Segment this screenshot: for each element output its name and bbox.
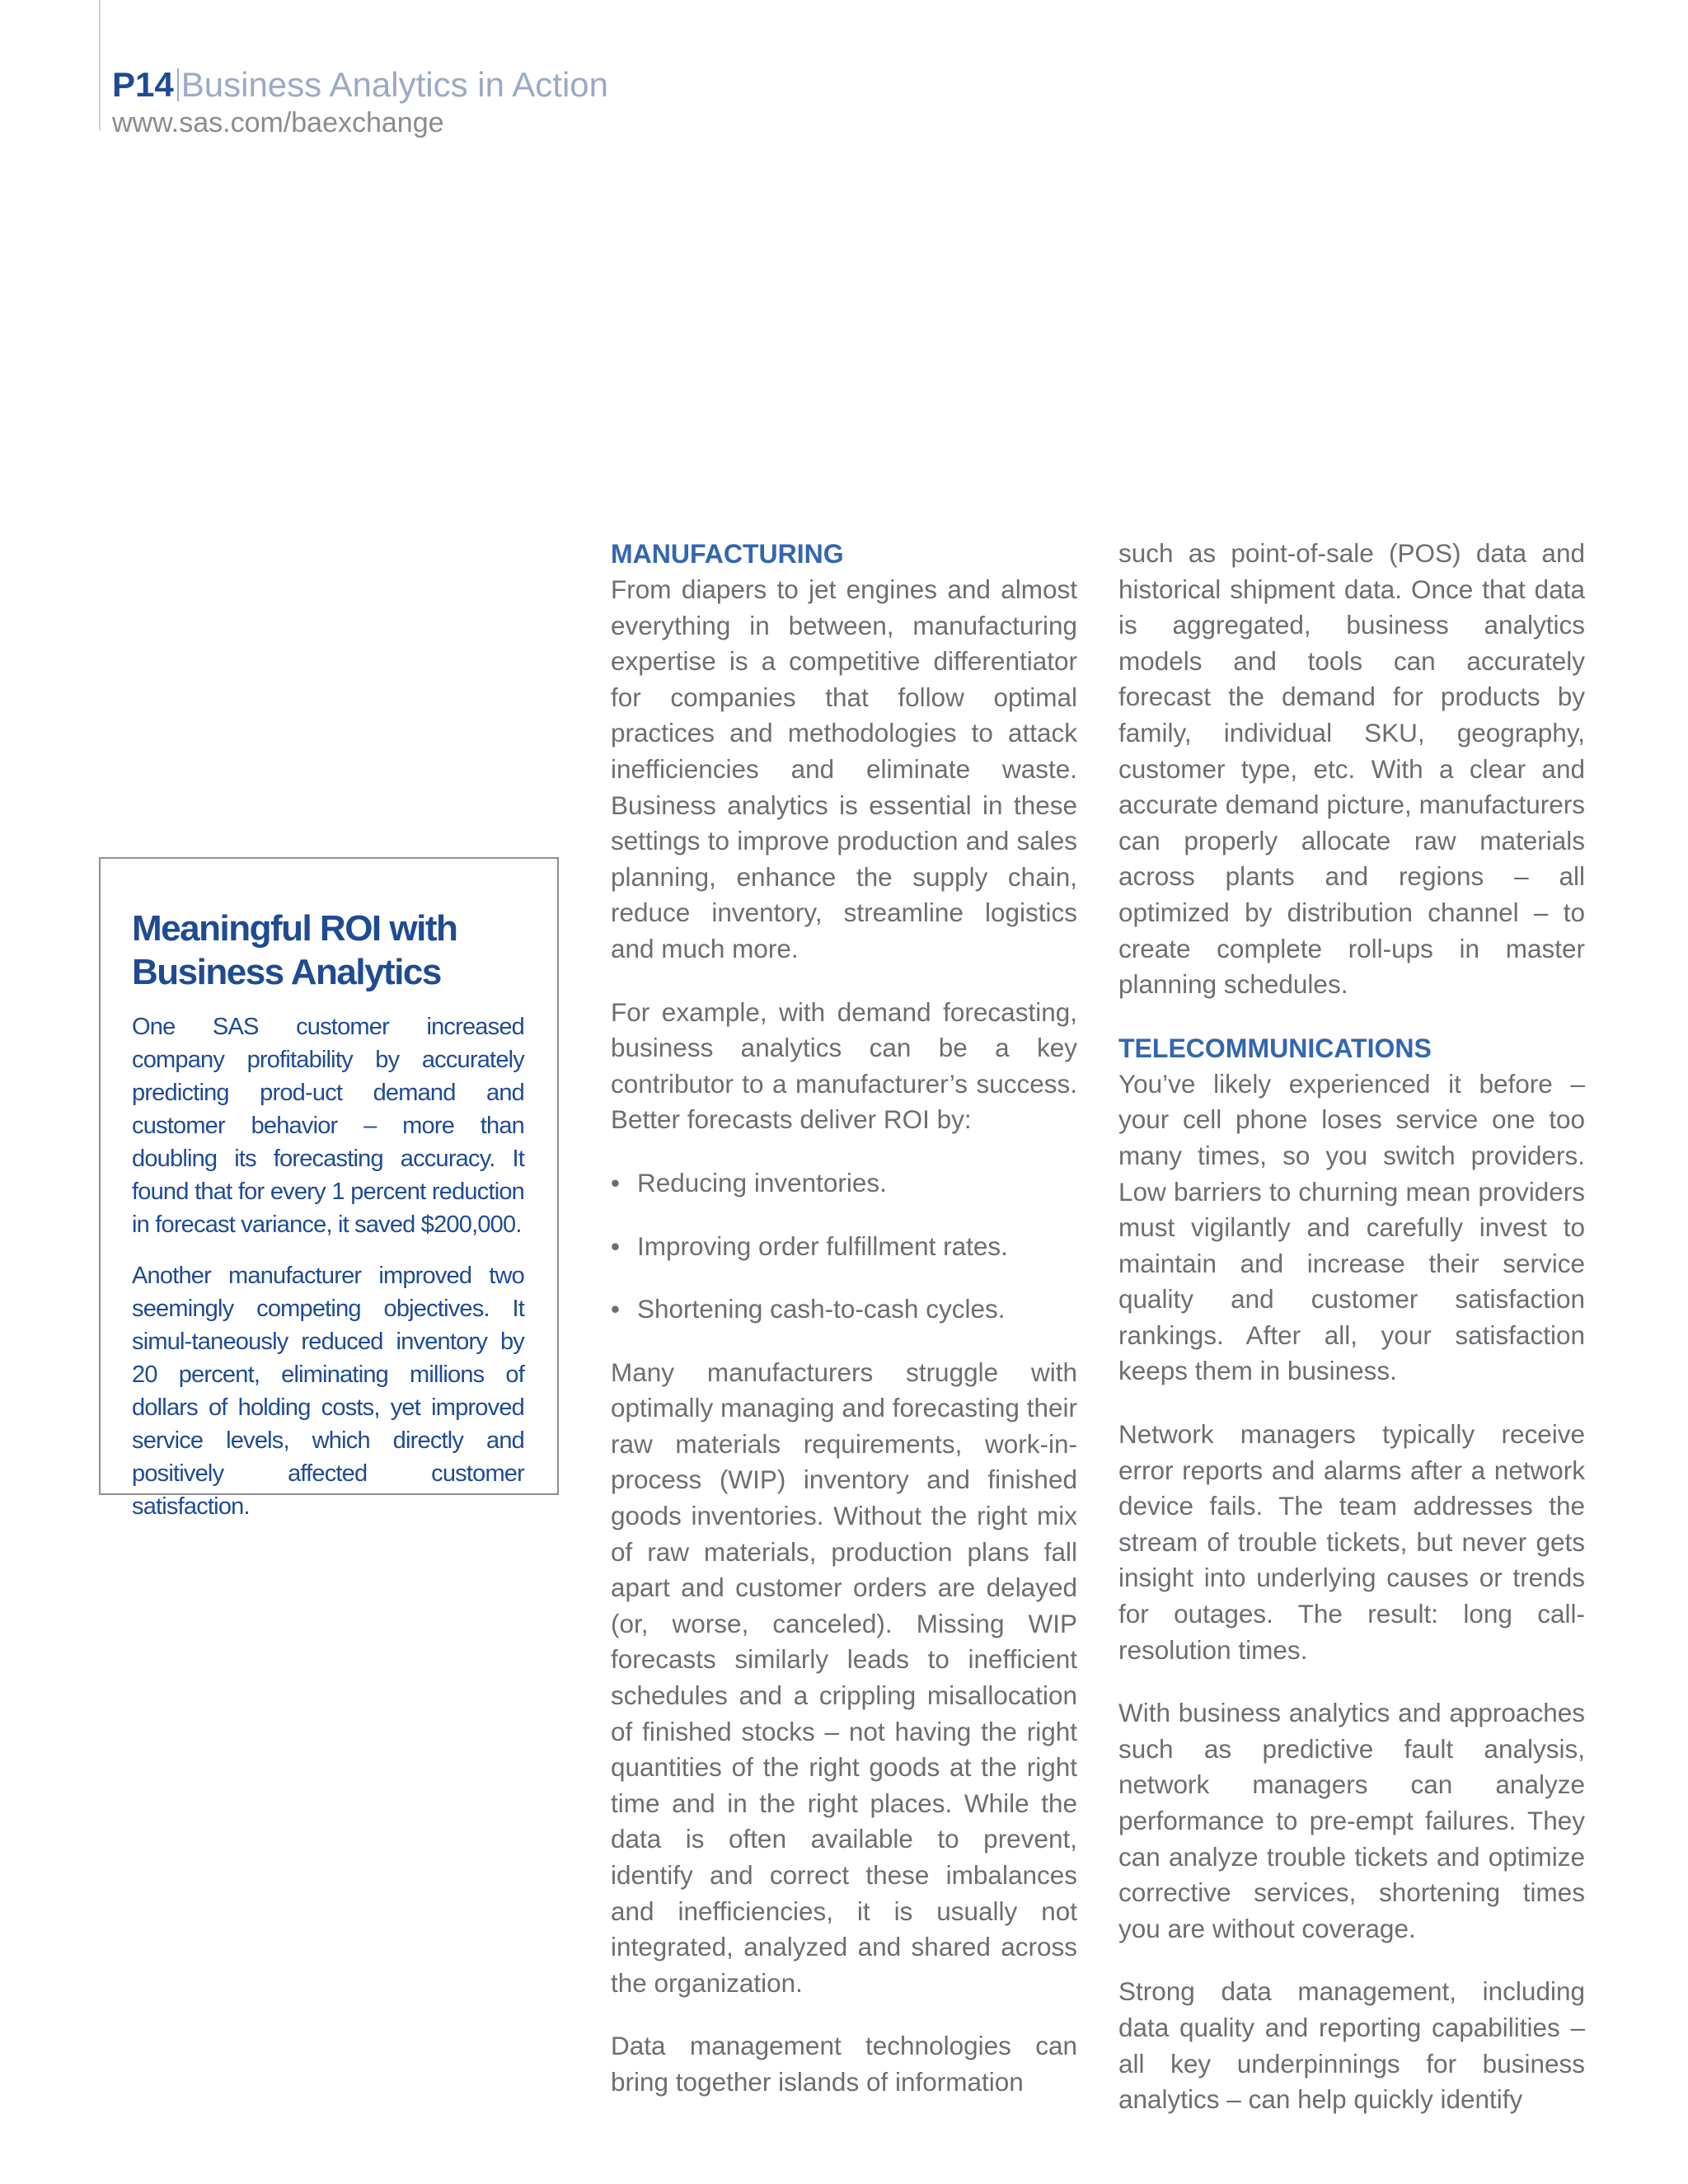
publication-title: Business Analytics in Action bbox=[181, 65, 609, 104]
page-header bbox=[112, 64, 608, 140]
body-paragraph: such as point-of-sale (POS) data and historical shipment data. Once that data is aggregated, business analytics models and tools can accurately forecast the demand for products by family, individual SKU, geography, customer type, etc. With a clear and accurate demand picture, manufacturers can properly allocate raw materials across plants and regions – all optimized by distribution channel – to create complete roll-ups in master planning schedules. bbox=[1118, 538, 1585, 1000]
sidebar-heading-line1: Meaningful ROI with bbox=[132, 908, 457, 949]
sidebar-paragraph: Another manufacturer improved two seemingly competing objectives. It simul-taneously reduced inventory by 20 percent, eliminating millions of dollars of holding costs, yet improved service levels, which directly and positively affected customer satisfaction. bbox=[132, 1263, 524, 1520]
roi-sidebar-box bbox=[99, 857, 559, 1520]
body-paragraph: Data management technologies can bring together islands of information bbox=[611, 2031, 1077, 2097]
list-item bbox=[611, 1291, 1077, 1328]
roi-bullet-list bbox=[611, 1165, 1077, 1328]
body-paragraph: Many manufacturers struggle with optimally managing and forecasting their raw materials requirements, work-in-process (WIP) inventory and finished goods inventories. Without the right mix of raw materials, production plans fall apart and customer orders are delayed (or, worse, canceled). Missing WIP forecasts similarly leads to inefficient schedules and a crippling misallocation of finished stocks – not having the right quantities of the right goods at the right time and in the right places. While the data is often available to prevent, identify and correct these imbalances and inefficiencies, it is usually not integrated, analyzed and shared across the organization. bbox=[611, 1357, 1077, 1998]
list-item-text: Improving order fulfillment rates. bbox=[637, 1230, 1008, 1261]
body-paragraph: With business analytics and approaches such as predictive fault analysis, network managers can analyze performance to pre-empt failures. They can analyze trouble tickets and optimize corrective services, shortening times you are without coverage. bbox=[1118, 1698, 1585, 1943]
telecommunications-heading: TELECOMMUNICATIONS bbox=[1118, 1033, 1432, 1063]
sidebar-heading bbox=[132, 907, 524, 994]
sidebar-heading-line2: Business Analytics bbox=[132, 952, 441, 992]
page-edge-rule bbox=[99, 0, 101, 130]
header-title-row bbox=[112, 64, 608, 105]
sidebar-paragraph: One SAS customer increased company profitability by accurately predicting prod-uct demand and customer behavior – more than doubling its forecasting accuracy. It found that for every 1 percent reduction in forecast variance, it saved $200,000. bbox=[132, 1014, 524, 1238]
manufacturing-heading: MANUFACTURING bbox=[611, 539, 844, 569]
body-paragraph: Strong data management, including data quality and reporting capabilities – all key underpinnings for business analytics – can help quickly identify bbox=[1118, 1976, 1585, 2115]
list-item-text: Reducing inventories. bbox=[637, 1167, 887, 1197]
list-item bbox=[611, 1165, 1077, 1202]
bullet-icon: • bbox=[611, 1294, 621, 1324]
body-paragraph: From diapers to jet engines and almost everything in between, manufacturing expertise is a competitive differentiator for companies that follow optimal practices and methodologies to attack inefficiencies and eliminate waste. Business analytics is essential in these settings to improve production and sales planning, enhance the supply chain, reduce inventory, streamline logistics and much more. bbox=[611, 574, 1077, 963]
bullet-icon: • bbox=[611, 1230, 621, 1261]
page-number: P14 bbox=[112, 65, 174, 104]
list-item-text: Shortening cash-to-cash cycles. bbox=[637, 1294, 1006, 1324]
body-paragraph: You’ve likely experienced it before – your cell phone loses service one too many times, so you switch providers. Low barriers to churning mean providers must vigilantly and carefully invest to maintain and increase their service quality and customer satisfaction rankings. After all, your satisfaction keeps them in business. bbox=[1118, 1068, 1585, 1386]
header-url[interactable]: www.sas.com/baexchange bbox=[112, 107, 444, 138]
body-paragraph: For example, with demand forecasting, business analytics can be a key contributor to a manufacturer’s success. Better forecasts deliver ROI by: bbox=[611, 996, 1077, 1135]
body-paragraph: Network managers typically receive error reports and alarms after a network device fails. The team addresses the stream of trouble tickets, but never gets insight into underlying causes or trends for outages. The result: long call-resolution times. bbox=[1118, 1419, 1585, 1665]
article-column-1 bbox=[611, 536, 1077, 2128]
bullet-icon: • bbox=[611, 1167, 621, 1197]
article-column-2 bbox=[1118, 536, 1585, 2145]
list-item bbox=[611, 1229, 1077, 1265]
header-separator bbox=[177, 68, 179, 101]
